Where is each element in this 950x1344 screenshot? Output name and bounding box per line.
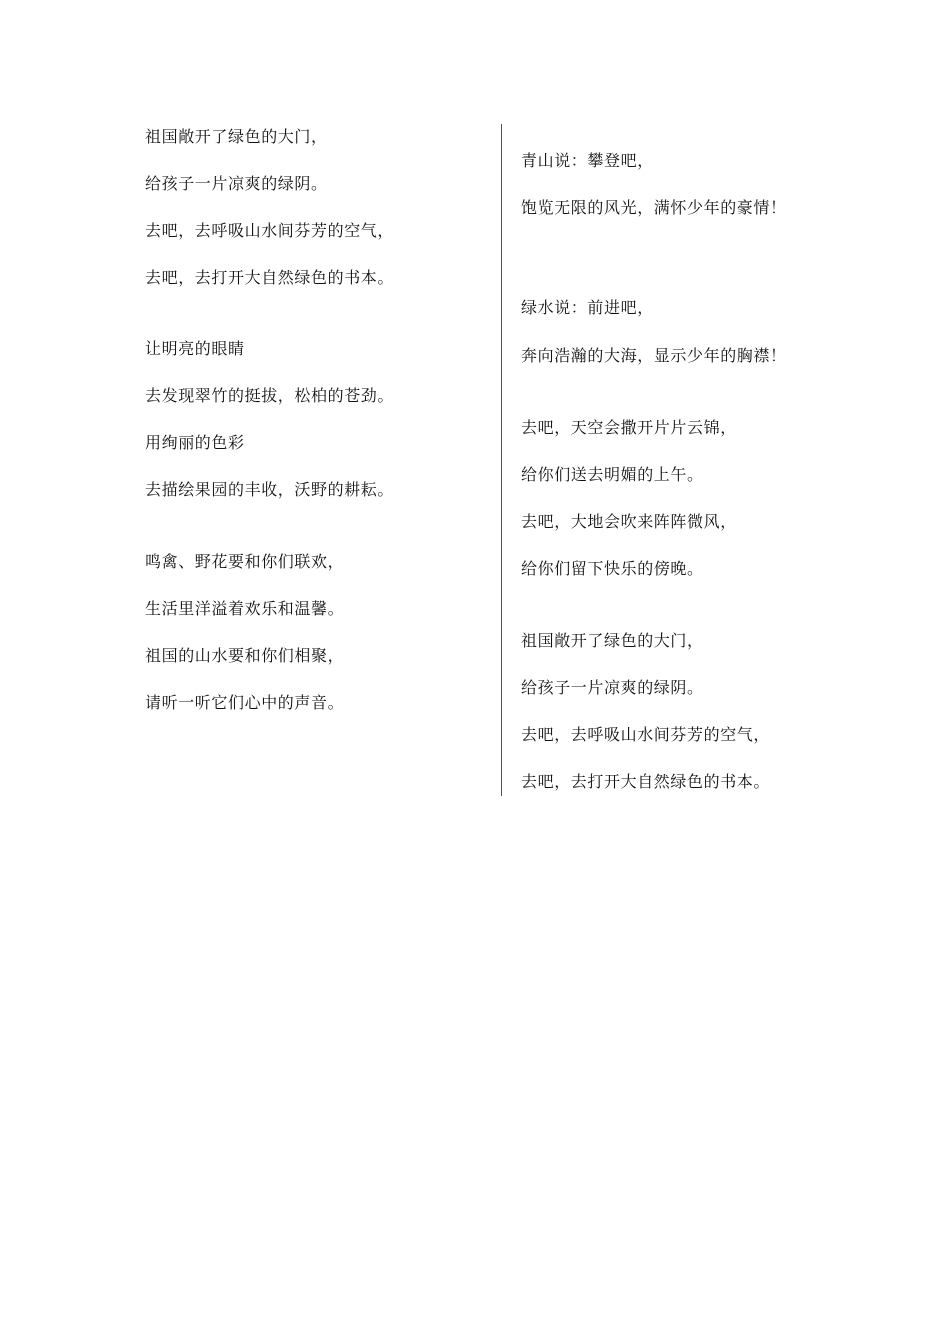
poem-line: 让明亮的眼睛	[145, 339, 245, 358]
poem-line: 请听一听它们心中的声音。	[145, 693, 345, 712]
poem-line: 用绚丽的色彩	[145, 433, 245, 452]
poem-line: 去吧，去呼吸山水间芬芳的空气，	[521, 725, 771, 744]
poem-line: 鸣禽、野花要和你们联欢，	[145, 552, 345, 571]
poem-line: 祖国的山水要和你们相聚，	[145, 646, 345, 665]
poem-line: 绿水说：前进吧，	[521, 298, 654, 317]
poem-line: 奔向浩瀚的大海，显示少年的胸襟！	[521, 346, 787, 365]
poem-line: 去发现翠竹的挺拔，松柏的苍劲。	[145, 386, 395, 405]
poem-line: 祖国敞开了绿色的大门，	[145, 127, 328, 146]
poem-line: 饱览无限的风光，满怀少年的豪情！	[521, 198, 787, 217]
poem-line: 给你们留下快乐的傍晚。	[521, 559, 704, 578]
poem-line: 青山说：攀登吧，	[521, 151, 654, 170]
poem-line: 去吧，去打开大自然绿色的书本。	[145, 268, 395, 287]
poem-line: 祖国敞开了绿色的大门，	[521, 631, 704, 650]
poem-line: 给孩子一片凉爽的绿阴。	[521, 678, 704, 697]
poem-line: 去吧，去打开大自然绿色的书本。	[521, 772, 771, 791]
poem-line: 给你们送去明媚的上午。	[521, 465, 704, 484]
column-divider	[501, 124, 502, 796]
poem-line: 生活里洋溢着欢乐和温馨。	[145, 599, 345, 618]
poem-line: 去吧，天空会撒开片片云锦，	[521, 418, 737, 437]
poem-line: 给孩子一片凉爽的绿阴。	[145, 174, 328, 193]
poem-line: 去吧，大地会吹来阵阵微风，	[521, 512, 737, 531]
poem-line: 去描绘果园的丰收，沃野的耕耘。	[145, 480, 395, 499]
poem-line: 去吧，去呼吸山水间芬芳的空气，	[145, 221, 395, 240]
